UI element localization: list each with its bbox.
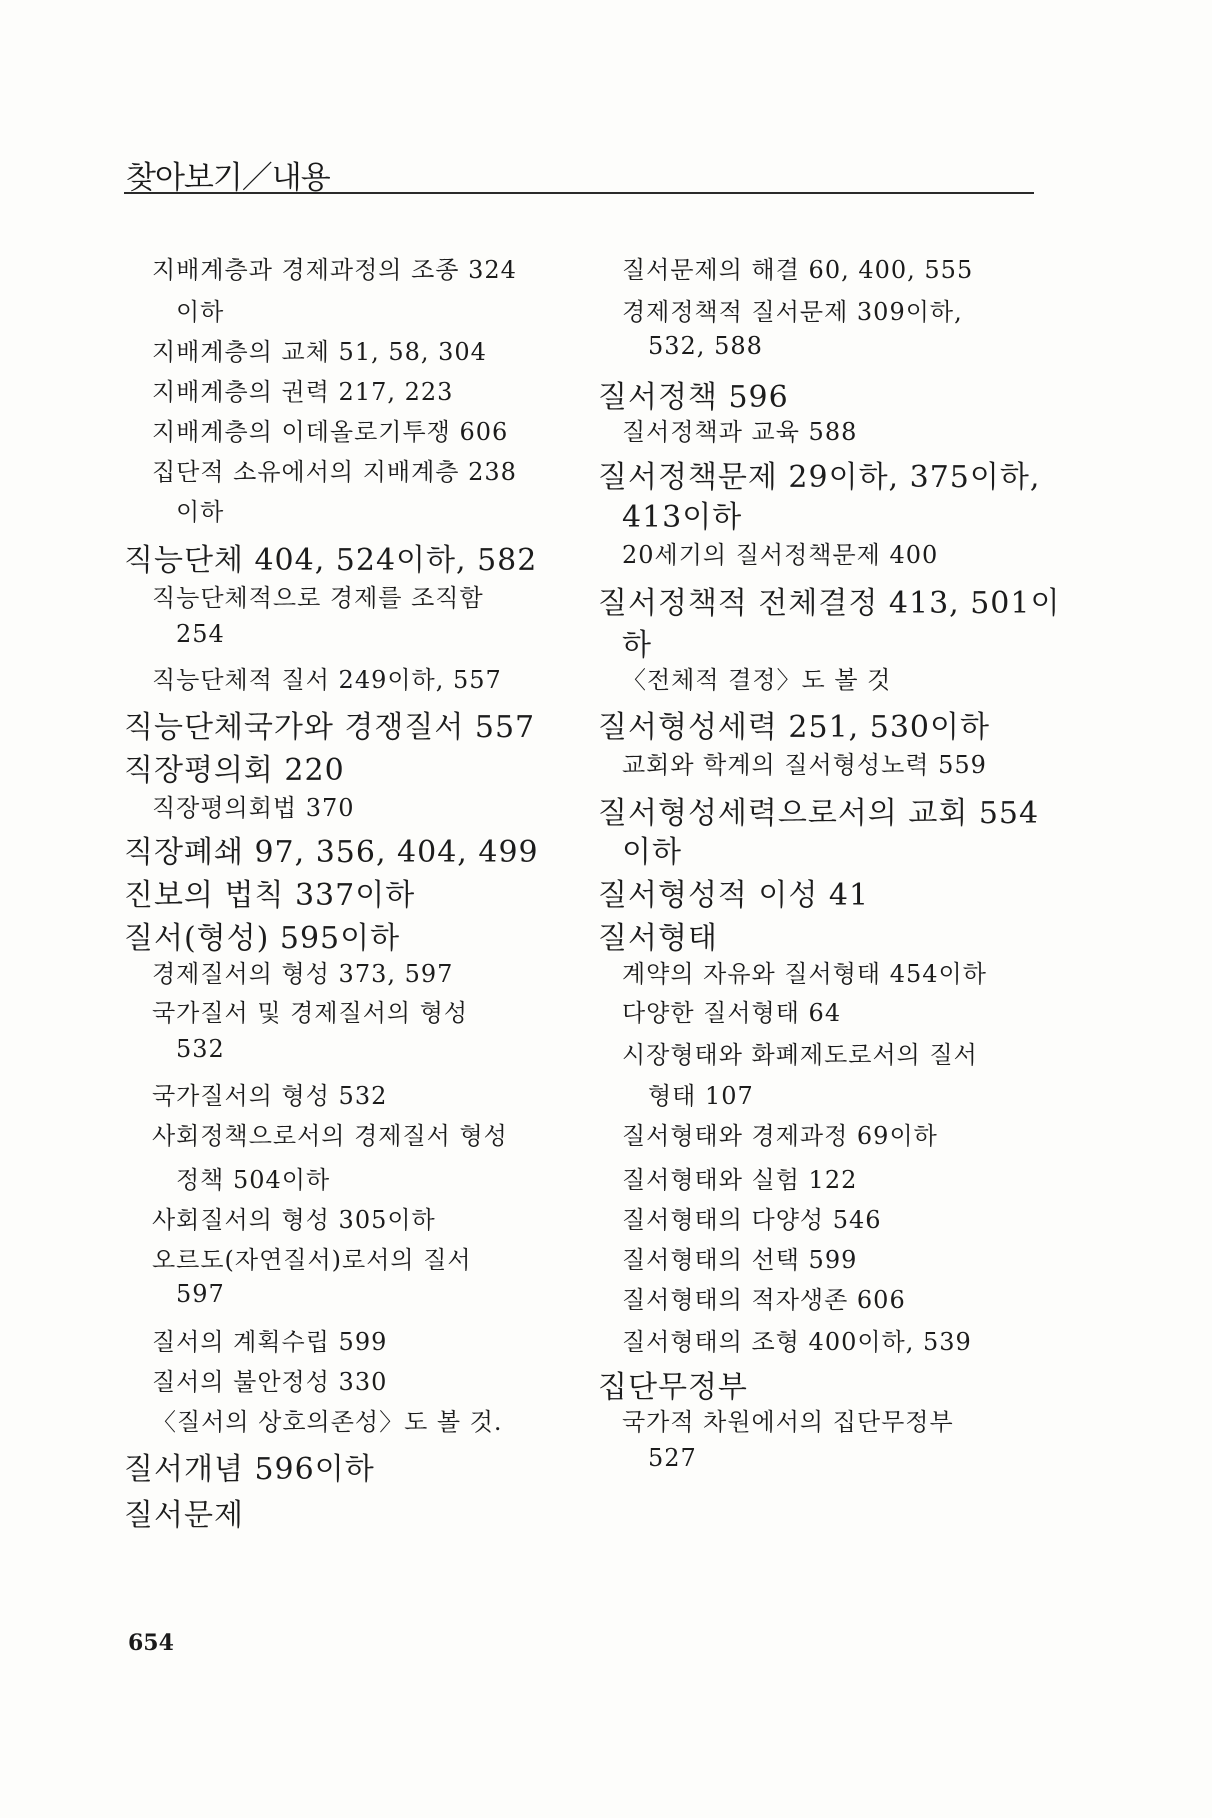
index-entry: 시장형태와 화폐제도로서의 질서 [622, 1041, 978, 1069]
index-entry: 경제질서의 형성 373, 597 [152, 960, 454, 988]
index-entry: 지배계층과 경제과정의 조종 324 [152, 256, 517, 284]
index-entry: 〈전체적 결정〉도 볼 것 [622, 666, 892, 694]
index-entry: 질서형태 [598, 921, 718, 956]
page-number: 654 [128, 1630, 174, 1656]
index-entry: 이하 [622, 835, 682, 870]
index-entry: 질서형태의 적자생존 606 [622, 1286, 906, 1314]
index-entry: 질서문제의 해결 60, 400, 555 [622, 256, 974, 284]
index-entry: 지배계층의 권력 217, 223 [152, 378, 454, 406]
index-entry: 직능단체적 질서 249이하, 557 [152, 666, 502, 694]
index-entry: 사회질서의 형성 305이하 [152, 1206, 436, 1234]
index-entry: 질서형성세력으로서의 교회 554 [598, 796, 1040, 831]
index-entry: 질서정책 596 [598, 380, 789, 415]
index-entry: 지배계층의 이데올로기투쟁 606 [152, 418, 509, 446]
index-entry: 지배계층의 교체 51, 58, 304 [152, 338, 487, 366]
index-entry: 질서형태와 경제과정 69이하 [622, 1122, 938, 1150]
index-entry: 정책 504이하 [176, 1166, 331, 1194]
index-entry: 직능단체적으로 경제를 조직함 [152, 584, 484, 612]
index-entry: 직장평의회 220 [124, 753, 345, 788]
index-entry: 계약의 자유와 질서형태 454이하 [622, 960, 987, 988]
index-entry: 국가질서의 형성 532 [152, 1082, 388, 1110]
index-entry: 질서형성적 이성 41 [598, 878, 870, 913]
index-entry: 경제정책적 질서문제 309이하, [622, 298, 963, 326]
index-entry: 직능단체 404, 524이하, 582 [124, 543, 538, 578]
index-entry: 254 [176, 620, 225, 648]
index-entry: 질서(형성) 595이하 [124, 921, 401, 956]
index-entry: 413이하 [622, 500, 743, 535]
index-entry: 이하 [176, 298, 225, 326]
index-entry: 질서문제 [124, 1498, 244, 1533]
index-entry: 이하 [176, 498, 225, 526]
index-entry: 국가적 차원에서의 집단무정부 [622, 1408, 954, 1436]
index-entry: 집단적 소유에서의 지배계층 238 [152, 458, 517, 486]
index-entry: 질서형태와 실험 122 [622, 1166, 858, 1194]
index-entry: 질서형태의 다양성 546 [622, 1206, 882, 1234]
index-entry: 질서의 불안정성 330 [152, 1368, 388, 1396]
index-entry: 형태 107 [648, 1082, 754, 1110]
index-entry: 오르도(자연질서)로서의 질서 [152, 1246, 472, 1274]
index-entry: 질서형태의 선택 599 [622, 1246, 858, 1274]
header-title: 찾아보기／내용 [126, 160, 330, 196]
index-entry: 527 [648, 1444, 697, 1472]
index-entry: 교회와 학계의 질서형성노력 559 [622, 751, 987, 779]
index-entry: 사회정책으로서의 경제질서 형성 [152, 1122, 508, 1150]
index-entry: 국가질서 및 경제질서의 형성 [152, 999, 469, 1027]
index-entry: 하 [622, 628, 652, 663]
index-entry: 질서정책과 교육 588 [622, 418, 858, 446]
index-entry: 집단무정부 [598, 1370, 748, 1405]
index-entry: 질서형태의 조형 400이하, 539 [622, 1328, 972, 1356]
index-entry: 532, 588 [648, 332, 763, 360]
index-entry: 20세기의 질서정책문제 400 [622, 541, 939, 569]
index-entry: 질서개념 596이하 [124, 1452, 375, 1487]
index-entry: 직능단체국가와 경쟁질서 557 [124, 710, 536, 745]
index-entry: 질서정책적 전체결정 413, 501이 [598, 586, 1061, 621]
index-entry: 〈질서의 상호의존성〉도 볼 것. [152, 1408, 503, 1436]
index-entry: 진보의 법칙 337이하 [124, 878, 416, 913]
index-entry: 다양한 질서형태 64 [622, 999, 842, 1027]
index-entry: 질서의 계획수립 599 [152, 1328, 388, 1356]
header-rule [124, 192, 1034, 194]
index-entry: 직장평의회법 370 [152, 794, 355, 822]
index-entry: 질서형성세력 251, 530이하 [598, 710, 990, 745]
index-entry: 질서정책문제 29이하, 375이하, [598, 460, 1041, 495]
index-entry: 직장폐쇄 97, 356, 404, 499 [124, 835, 539, 870]
index-entry: 597 [176, 1280, 225, 1308]
index-entry: 532 [176, 1035, 225, 1063]
